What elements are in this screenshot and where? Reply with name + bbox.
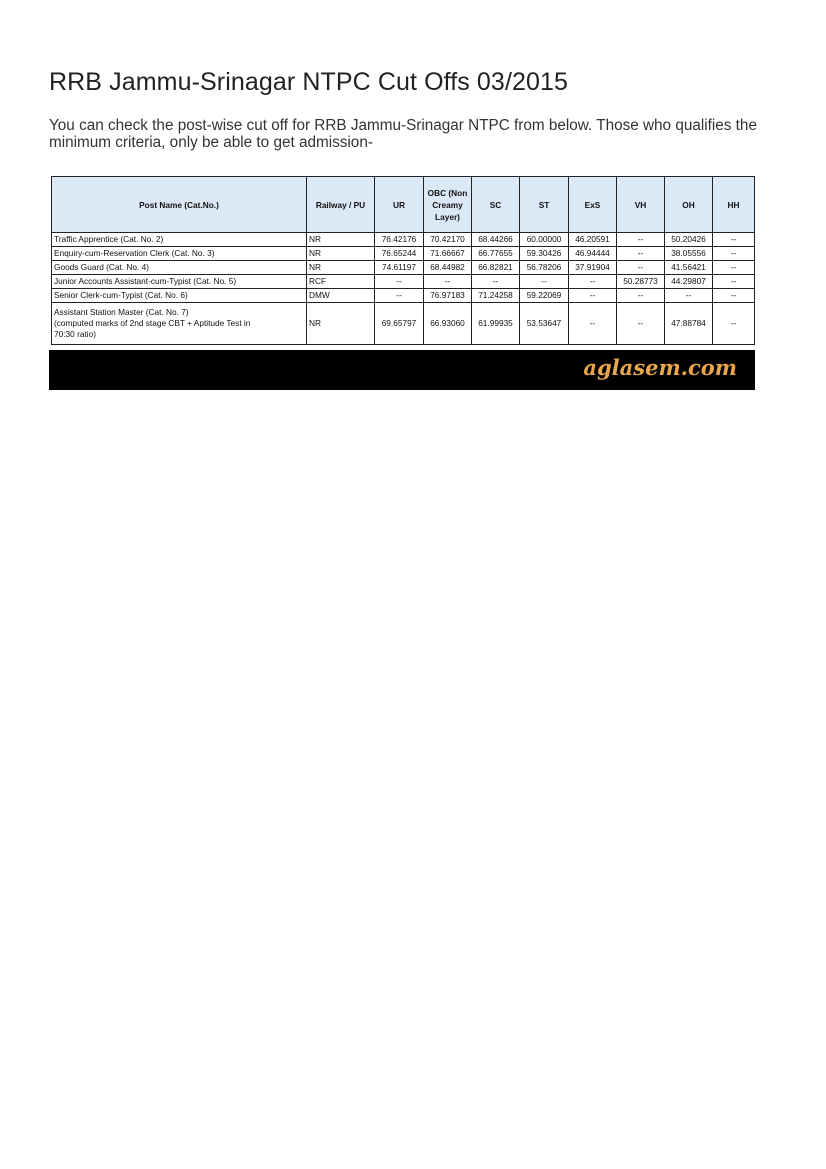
cell-post-name [52, 303, 307, 345]
cell-railway: NR [307, 303, 375, 345]
cell-sc: 66.77655 [472, 247, 520, 261]
cell-st: 59.22069 [520, 289, 569, 303]
cell-sc: 66.82821 [472, 261, 520, 275]
post-name-line: Goods Guard (Cat. No. 4) [54, 262, 149, 272]
cell-exs: 37.91904 [569, 261, 617, 275]
table-header-row [52, 177, 755, 233]
cell-vh: -- [617, 247, 665, 261]
cell-sc: 68.44266 [472, 233, 520, 247]
watermark-logo: aglasem.com [583, 355, 737, 380]
cell-railway: NR [307, 261, 375, 275]
cell-vh: -- [617, 233, 665, 247]
cell-hh: -- [713, 233, 755, 247]
post-name-line: Junior Accounts Assistant-cum-Typist (Cat. No. 5) [54, 276, 237, 286]
cell-railway: DMW [307, 289, 375, 303]
cell-oh: 41.56421 [665, 261, 713, 275]
table-row [52, 275, 755, 289]
cell-obc: 68.44982 [424, 261, 472, 275]
cell-vh: -- [617, 261, 665, 275]
cell-railway: NR [307, 247, 375, 261]
post-name-line: Assistant Station Master (Cat. No. 7) [54, 307, 189, 317]
cell-ur: -- [375, 289, 424, 303]
cell-sc: 71.24258 [472, 289, 520, 303]
table-row [52, 261, 755, 275]
cell-st: 53.53647 [520, 303, 569, 345]
cell-post-name [52, 233, 307, 247]
cell-st: 59.30426 [520, 247, 569, 261]
intro-paragraph: You can check the post-wise cut off for RRB Jammu-Srinagar NTPC from below. Those who qualifies the minimum criteria, only be able to get admission- [49, 117, 757, 151]
post-name-line: (computed marks of 2nd stage CBT + Aptitude Test in [54, 318, 251, 328]
post-name-line: Senior Clerk-cum-Typist (Cat. No. 6) [54, 290, 188, 300]
cell-ur: 76.42176 [375, 233, 424, 247]
cell-sc: -- [472, 275, 520, 289]
cell-post-name [52, 289, 307, 303]
header-ur: UR [375, 177, 424, 233]
cutoff-table [51, 176, 755, 345]
header-post-name: Post Name (Cat.No.) [52, 177, 307, 233]
cell-railway: RCF [307, 275, 375, 289]
cell-exs: -- [569, 303, 617, 345]
table-row [52, 233, 755, 247]
cell-obc: 76.97183 [424, 289, 472, 303]
cell-exs: 46.20591 [569, 233, 617, 247]
cell-oh: 44.29807 [665, 275, 713, 289]
header-hh: HH [713, 177, 755, 233]
cell-exs: 46.94444 [569, 247, 617, 261]
cell-ur: 76.65244 [375, 247, 424, 261]
cell-vh: -- [617, 289, 665, 303]
cell-vh: -- [617, 303, 665, 345]
table-row [52, 289, 755, 303]
header-railway: Railway / PU [307, 177, 375, 233]
post-name-line: 70:30 ratio) [54, 329, 96, 339]
cell-oh: 47.88784 [665, 303, 713, 345]
cell-ur: 69.65797 [375, 303, 424, 345]
cell-oh: 38.05556 [665, 247, 713, 261]
cell-post-name [52, 261, 307, 275]
cell-sc: 61.99935 [472, 303, 520, 345]
cell-hh: -- [713, 275, 755, 289]
cell-st: 56.78206 [520, 261, 569, 275]
cell-st: -- [520, 275, 569, 289]
cell-obc: 66.93060 [424, 303, 472, 345]
header-obc: OBC (Non Creamy Layer) [424, 177, 472, 233]
cell-hh: -- [713, 247, 755, 261]
cell-railway: NR [307, 233, 375, 247]
header-st: ST [520, 177, 569, 233]
header-vh: VH [617, 177, 665, 233]
table-row [52, 247, 755, 261]
header-oh: OH [665, 177, 713, 233]
cell-post-name [52, 275, 307, 289]
cutoff-table-image [49, 174, 755, 390]
cell-obc: 71.66667 [424, 247, 472, 261]
post-name-line: Traffic Apprentice (Cat. No. 2) [54, 234, 164, 244]
cell-ur: -- [375, 275, 424, 289]
watermark-bar [49, 350, 755, 390]
table-body [52, 233, 755, 345]
table-row [52, 303, 755, 345]
cell-oh: 50.20426 [665, 233, 713, 247]
cell-obc: -- [424, 275, 472, 289]
cell-hh: -- [713, 261, 755, 275]
cell-hh: -- [713, 289, 755, 303]
cell-hh: -- [713, 303, 755, 345]
cell-exs: -- [569, 275, 617, 289]
cell-vh: 50.28773 [617, 275, 665, 289]
cell-obc: 70.42170 [424, 233, 472, 247]
cell-post-name [52, 247, 307, 261]
page-title: RRB Jammu-Srinagar NTPC Cut Offs 03/2015 [49, 68, 569, 96]
header-exs: ExS [569, 177, 617, 233]
cell-ur: 74.61197 [375, 261, 424, 275]
header-sc: SC [472, 177, 520, 233]
cell-exs: -- [569, 289, 617, 303]
cell-st: 60.00000 [520, 233, 569, 247]
post-name-line: Enquiry-cum-Reservation Clerk (Cat. No. 3) [54, 248, 215, 258]
cell-oh: -- [665, 289, 713, 303]
